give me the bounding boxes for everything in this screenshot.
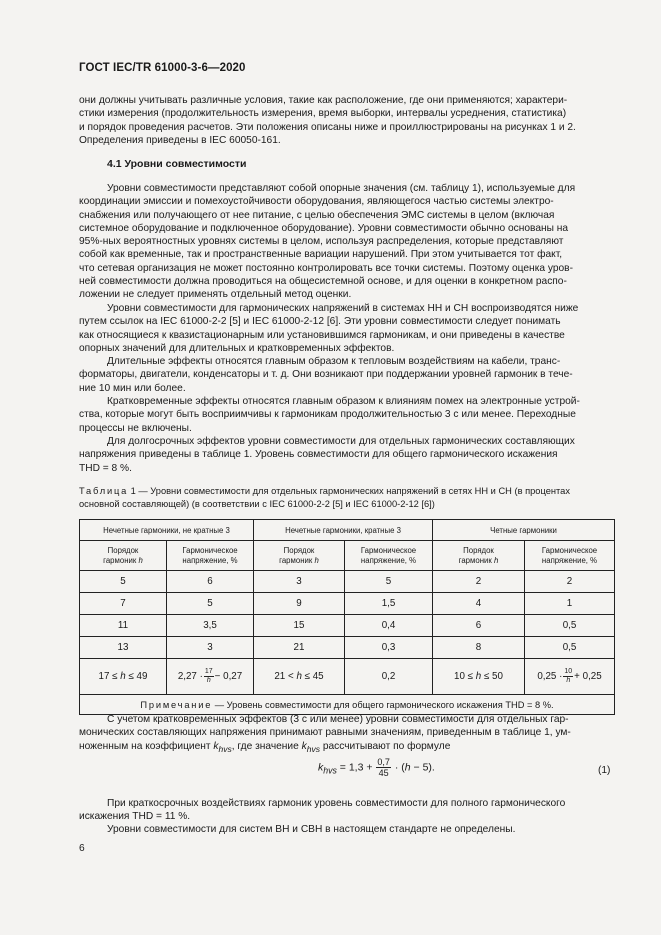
table-cell: 7	[80, 593, 167, 615]
table-group-header-row	[80, 520, 615, 541]
group-header-odd-triplen: Нечетные гармоники, кратные 3	[254, 520, 433, 541]
table-cell-formula: 0,25 · $\frac{10}{h}$ + 0,25	[525, 659, 615, 695]
table-cell: 0,3	[345, 637, 433, 659]
group-header-even: Четные гармоники	[433, 520, 615, 541]
text-line: координации эмиссии и помехоустойчивости оборудования, являющегося частью системы электро-	[79, 196, 554, 208]
compatibility-levels-table	[79, 519, 615, 715]
subheader-order: Порядок гармоник h	[433, 541, 525, 571]
page-number: 6	[79, 843, 85, 854]
paragraph-hv-ehv	[79, 823, 614, 836]
document-header: ГОСТ IEC/TR 61000-3-6—2020	[79, 62, 246, 74]
table-cell: 8	[433, 637, 525, 659]
text-line: искажения THD = 11 %.	[79, 811, 191, 823]
table-caption	[79, 485, 615, 510]
table-cell: 5	[80, 571, 167, 593]
subheader-order: Порядок гармоник h	[80, 541, 167, 571]
table-cell: 1	[525, 593, 615, 615]
text-line: ней совместимости должна проводиться на общесистемной основе, и для оценки в конкретном распо-	[79, 276, 567, 288]
table-cell: 15	[254, 615, 345, 637]
table-cell: 2	[433, 571, 525, 593]
text-line: Кратковременные эффекты относятся главным образом к влияниям помех на электронные устрой-	[107, 396, 580, 407]
table-row	[80, 615, 615, 637]
table-cell: 0,2	[345, 659, 433, 695]
text-line: путем ссылок на IEC 61000-2-2 [5] и IEC 61000-2-12 [6]. Эти уровни совместимости следует понимать	[79, 316, 561, 328]
table-cell: 0,4	[345, 615, 433, 637]
table-note-text: — Уровень совместимости для общего гармонического искажения THD = 8 %.	[214, 699, 554, 710]
table-cell: 3	[167, 637, 254, 659]
table-caption-line1: 1 — Уровни совместимости для отдельных гармонических напряжений в сетях НН и СН (в процентах	[130, 486, 570, 496]
table-cell-range: 10 ≤ h ≤ 50	[433, 659, 525, 695]
text-line: Уровни совместимости представляют собой опорные значения (см. таблицу 1), используемые для	[107, 183, 576, 194]
text-line: THD = 8 %.	[79, 462, 132, 474]
table-cell: 3	[254, 571, 345, 593]
table-cell: 0,5	[525, 637, 615, 659]
text-line: Определения приведены в IEC 60050-161.	[79, 134, 281, 146]
text-line: они должны учитывать различные условия, такие как расположение, где они применяются; характери-	[79, 95, 568, 106]
table-note-word: Примечание	[140, 699, 213, 710]
text-line: Для долгосрочных эффектов уровни совместимости для отдельных гармонических составляющих	[107, 436, 575, 447]
table-cell: 6	[433, 615, 525, 637]
fraction: $\frac{17}{h}$	[204, 668, 213, 684]
text-line: процессы не включены.	[79, 422, 192, 434]
text-line: Уровни совместимости для систем ВН и СВН в настоящем стандарте не определены.	[107, 824, 516, 835]
fraction: $\frac{0,7}{45}$	[377, 757, 390, 778]
subheader-voltage: Гармоническое напряжение, %	[345, 541, 433, 571]
table-row	[80, 593, 615, 615]
paragraph-thd-short	[79, 797, 614, 824]
paragraph-table-intro	[79, 435, 614, 475]
table-note-row	[80, 695, 615, 715]
text-line: системное оборудование и подключенное оборудование). Уровни совместимости обычно основаны на	[79, 222, 569, 234]
table-cell-range: 21 < h ≤ 45	[254, 659, 345, 695]
table-cell: 5	[167, 593, 254, 615]
text-line: снабжения или получающего от нее питание, с целью обеспечения ЭМС системы в целом (включая	[79, 209, 555, 221]
table-cell-formula: 2,27 · $\frac{17}{h}$ − 0,27	[167, 659, 254, 695]
table-row	[80, 571, 615, 593]
fraction: $\frac{10}{h}$	[564, 668, 573, 684]
text-line: 95%-ных вероятностных уровнях системы в целом, используя распределения, которые представляют	[79, 236, 564, 248]
text-line: и порядок проведения расчетов. Эти положения описаны ниже и проиллюстрированы на рисунках 1 и 2.	[79, 121, 576, 133]
table-cell: 4	[433, 593, 525, 615]
text-line: что сетевая организация не может постоянно контролировать все точки системы. Поэтому оценка уров-	[79, 262, 573, 274]
paragraph-references	[79, 302, 614, 355]
section-heading: 4.1 Уровни совместимости	[107, 158, 247, 170]
text-line: ства, которые могут быть восприимчивы к гармоникам продолжительностью 3 с или менее. Переходные	[79, 409, 576, 421]
table-row	[80, 637, 615, 659]
text-line: напряжения приведены в таблице 1. Уровень совместимости для общего гармонического искажения	[79, 449, 558, 461]
text-line: монических составляющих напряжения принимают равными значениям, приведенным в таблице 1, ум-	[79, 727, 571, 739]
intro-paragraph	[79, 94, 614, 147]
text-line: собой как временные, так и пространственные вариации нарушений. При этом учитывается тот факт,	[79, 249, 563, 261]
text-line: опорных значений для длительных и кратковременных эффектов.	[79, 342, 395, 354]
table-cell-range: 17 ≤ h ≤ 49	[80, 659, 167, 695]
paragraph-short-term	[79, 395, 614, 435]
text-line: ноженным на коэффициент $k_{hvs}$, где значение $k_{hvs}$ рассчитывают по формуле	[79, 740, 451, 754]
table-cell: 11	[80, 615, 167, 637]
table-cell: 5	[345, 571, 433, 593]
paragraph-short-term-factor	[79, 713, 614, 756]
subheader-voltage: Гармоническое напряжение, %	[167, 541, 254, 571]
table-cell: 9	[254, 593, 345, 615]
table-caption-word: Таблица	[79, 486, 129, 496]
paragraph-long-term	[79, 355, 614, 395]
group-header-odd-non-triplen: Нечетные гармоники, не кратные 3	[80, 520, 254, 541]
table-cell: 6	[167, 571, 254, 593]
text-line: С учетом кратковременных эффектов (3 с или менее) уровни совместимости для отдельных гар-	[107, 714, 569, 725]
formula-khvs: $k_{hvs} = 1,3$ + $\frac{0,7}{45}$ · (h − 5).	[318, 757, 435, 778]
subheader-voltage: Гармоническое напряжение, %	[525, 541, 615, 571]
text-line: Уровни совместимости для гармонических напряжений в системах НН и СН воспроизводятся ниже	[107, 303, 579, 314]
table-note	[80, 695, 615, 715]
table-subheader-row	[80, 541, 615, 571]
paragraph-compat-levels	[79, 182, 614, 302]
text-line: как относящиеся к квазистационарным или установившимся гармоникам, и они приведены в качестве	[79, 329, 565, 341]
table-caption-line2: основной составляющей) (в соответствии с IEC 61000-2-2 [5] и IEC 61000-2-12 [6])	[79, 498, 435, 509]
table-cell: 21	[254, 637, 345, 659]
table-cell: 3,5	[167, 615, 254, 637]
text-line: ние 10 мин или более.	[79, 382, 186, 394]
formula-number: (1)	[598, 765, 611, 776]
text-line: стики измерения (продолжительность измерения, время выборки, интервалы усреднения, статистика)	[79, 108, 567, 120]
table-cell: 2	[525, 571, 615, 593]
text-line: форматоры, двигатели, конденсаторы и т. д. Они возникают при поддержании уровней гармоник в тече-	[79, 369, 573, 381]
table-cell: 13	[80, 637, 167, 659]
text-line: ложении не следует применять отдельный метод оценки.	[79, 289, 352, 301]
table-row-formula	[80, 659, 615, 695]
table-cell: 1,5	[345, 593, 433, 615]
text-line: Длительные эффекты относятся главным образом к тепловым воздействиям на кабели, транс-	[107, 356, 561, 367]
subheader-order: Порядок гармоник h	[254, 541, 345, 571]
table-cell: 0,5	[525, 615, 615, 637]
text-line: При краткосрочных воздействиях гармоник уровень совместимости для полного гармонического	[107, 798, 566, 809]
